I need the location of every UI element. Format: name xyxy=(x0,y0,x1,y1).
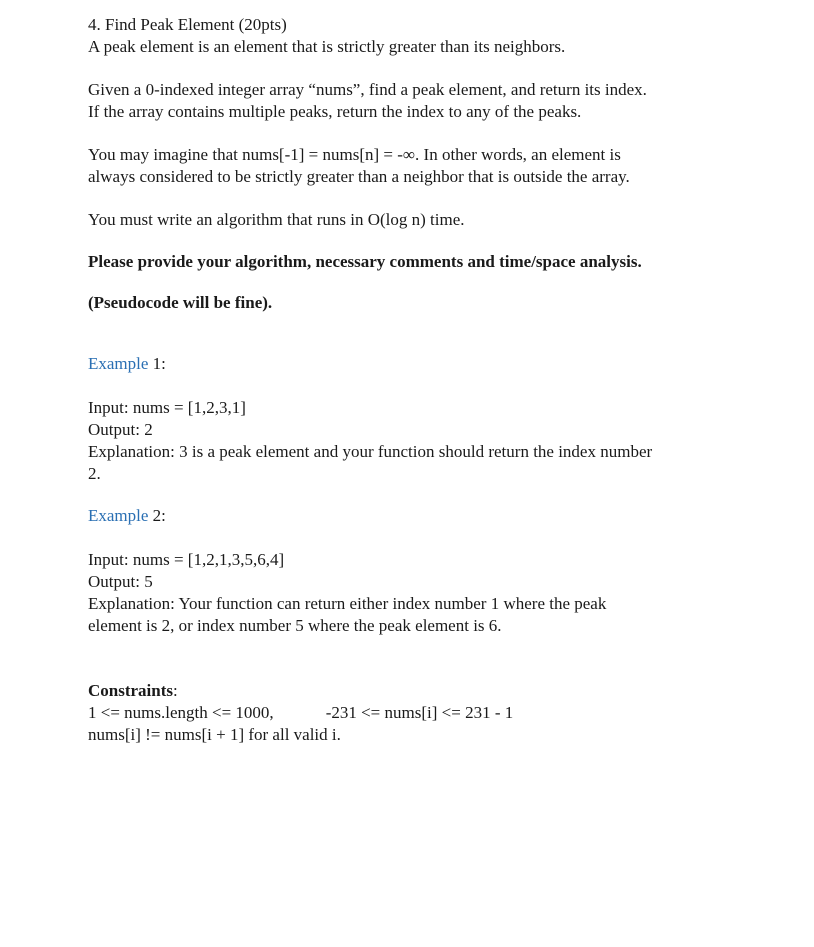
problem-paragraph-2-line-1: You may imagine that nums[-1] = nums[n] = -∞. In other words, an element is xyxy=(88,145,621,164)
problem-intro: A peak element is an element that is strictly greater than its neighbors. xyxy=(88,37,566,56)
constraint-1 xyxy=(88,702,513,724)
constraints-heading xyxy=(88,680,178,702)
example-1-input: Input: nums = [1,2,3,1] xyxy=(88,398,246,417)
problem-complexity-requirement: You must write an algorithm that runs in O(log n) time. xyxy=(88,210,465,229)
constraint-2: nums[i] != nums[i + 1] for all valid i. xyxy=(88,725,341,744)
example-1-label: Example xyxy=(88,354,149,373)
example-1-explanation-line-1: Explanation: 3 is a peak element and your function should return the index number xyxy=(88,442,653,461)
example-1-output: Output: 2 xyxy=(88,420,153,439)
constraint-length: 1 <= nums.length <= 1000, xyxy=(88,703,274,722)
example-1-heading xyxy=(88,353,166,375)
example-2-label: Example xyxy=(88,506,149,525)
constraints-heading-colon: : xyxy=(173,681,178,700)
example-2-input: Input: nums = [1,2,1,3,5,6,4] xyxy=(88,550,285,569)
example-2-number: 2: xyxy=(148,506,166,525)
constraint-value-range: -231 <= nums[i] <= 231 - 1 xyxy=(325,703,514,722)
problem-paragraph-2-line-2: always considered to be strictly greater than a neighbor that is outside the array. xyxy=(88,167,630,186)
problem-paragraph-1-line-1: Given a 0-indexed integer array “nums”, find a peak element, and return its index. xyxy=(88,80,647,99)
constraints-heading-label: Constraints xyxy=(88,681,174,700)
problem-title: 4. Find Peak Element (20pts) xyxy=(88,15,287,34)
example-1-number: 1: xyxy=(148,354,166,373)
example-2-heading xyxy=(88,505,166,527)
instruction-bold-1: Please provide your algorithm, necessary comments and time/space analysis. xyxy=(88,252,642,271)
example-2-output: Output: 5 xyxy=(88,572,153,591)
instruction-bold-2: (Pseudocode will be fine). xyxy=(88,293,273,312)
example-1-explanation-line-2: 2. xyxy=(88,464,101,483)
example-2-explanation-line-2: element is 2, or index number 5 where the peak element is 6. xyxy=(88,616,502,635)
example-2-explanation-line-1: Explanation: Your function can return either index number 1 where the peak xyxy=(88,594,607,613)
problem-paragraph-1-line-2: If the array contains multiple peaks, return the index to any of the peaks. xyxy=(88,102,582,121)
